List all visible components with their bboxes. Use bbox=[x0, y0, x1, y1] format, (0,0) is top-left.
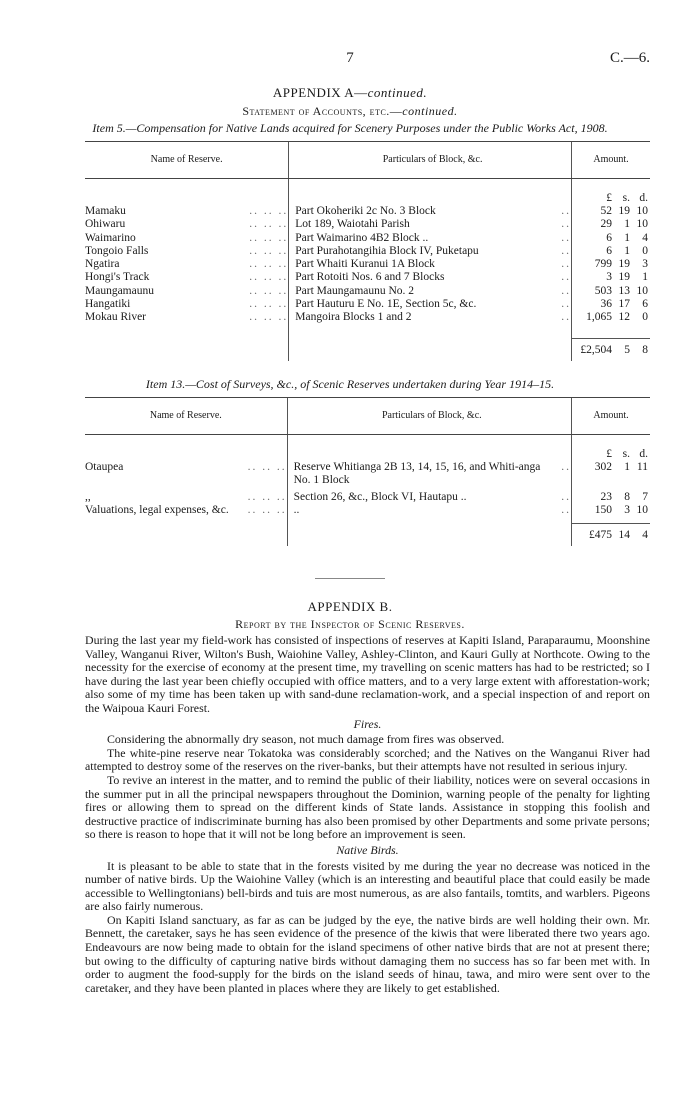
table-row bbox=[85, 232, 650, 245]
amount-shillings: 1 bbox=[624, 218, 630, 231]
particulars: Part Whaiti Kuranui 1A Block bbox=[295, 258, 435, 271]
amount-pounds: 150 bbox=[594, 504, 612, 517]
amount-shillings: 1 bbox=[624, 244, 630, 257]
reserve-name: Hongi's Track bbox=[85, 271, 150, 284]
leader-dots: .. bbox=[561, 205, 571, 217]
reserve-name: Tongoio Falls bbox=[85, 244, 149, 257]
reserve-name: Mamaku bbox=[85, 205, 126, 217]
leader-dots: .. .. .. bbox=[247, 504, 287, 517]
spacer bbox=[85, 524, 287, 546]
amount-pounds: 23 bbox=[600, 491, 612, 503]
amount bbox=[572, 192, 650, 205]
amount bbox=[572, 461, 650, 474]
document-reference: C.—6. bbox=[609, 50, 650, 66]
amount-cell bbox=[571, 258, 650, 271]
amount-shillings: 13 bbox=[618, 284, 630, 297]
item5-col-name: Name of Reserve. bbox=[85, 142, 289, 179]
particulars-line bbox=[295, 271, 571, 284]
reserve-name-line bbox=[85, 245, 288, 258]
amount-pence: 4 bbox=[642, 231, 648, 244]
reserve-name-cell bbox=[85, 245, 289, 258]
amount-pence: d. bbox=[639, 191, 648, 204]
reserve-name-line bbox=[85, 232, 288, 245]
amount bbox=[572, 205, 650, 218]
leader-dots: .. bbox=[561, 271, 571, 284]
leader-dots: .. .. .. bbox=[249, 284, 289, 297]
leader-dots: .. bbox=[561, 298, 571, 311]
amount-shillings: 19 bbox=[618, 205, 630, 217]
particulars-cell bbox=[289, 218, 572, 231]
particulars: Mangoira Blocks 1 and 2 bbox=[295, 311, 412, 324]
particulars-cell bbox=[289, 232, 572, 245]
amount-shillings: 12 bbox=[618, 311, 630, 324]
reserve-name-cell bbox=[85, 311, 289, 324]
item13-col-name: Name of Reserve. bbox=[85, 398, 287, 435]
amount-pence: 7 bbox=[642, 491, 648, 503]
amount-pounds: £ bbox=[606, 191, 612, 204]
leader-dots: .. bbox=[561, 491, 571, 503]
reserve-name-line bbox=[85, 298, 288, 311]
reserve-name-line bbox=[85, 491, 287, 504]
intro-paragraph: During the last year my field-work has consisted of inspections of reserves at Kapiti Island, Paraparaumu, Moonshine Valley, Wanganui River, Wilton's Bush, Waiohine Valley, Ashley-Clinton, and Kauri Gully at Northcote. Owing to the necessity for the exercise of economy at the present time, my travelling on scenic matters has had to be restricted; so I have during the last year been chiefly occupied with office matters, and to a very large extent with afforestation-work; also some of my time has been taken up with sand-dune reclamation-work, and a special inspection of and report on the Waipoua Kauri Forest. bbox=[85, 633, 650, 715]
reserve-name-cell bbox=[85, 461, 287, 491]
amount-cell bbox=[571, 524, 650, 546]
leader-dots: .. bbox=[561, 504, 571, 517]
particulars: Part Maungamaunu No. 2 bbox=[295, 284, 415, 297]
spacer bbox=[289, 325, 572, 339]
leader-dots: .. bbox=[561, 218, 571, 231]
appendix-a-title: APPENDIX A—continued. bbox=[272, 85, 428, 100]
table-row bbox=[85, 298, 650, 311]
amount-pounds: 799 bbox=[594, 258, 612, 271]
particulars-cell bbox=[289, 311, 572, 324]
amount-cell bbox=[571, 298, 650, 311]
amount-shillings: 19 bbox=[618, 258, 630, 271]
amount-cell bbox=[571, 461, 650, 491]
reserve-name-line bbox=[85, 504, 287, 517]
amount bbox=[572, 448, 650, 461]
amount-pence: 10 bbox=[636, 218, 648, 231]
amount-cell bbox=[571, 205, 650, 218]
amount-pounds: £475 bbox=[589, 529, 612, 542]
amount-pence: 10 bbox=[636, 504, 648, 517]
amount bbox=[572, 311, 650, 324]
leader-dots: .. bbox=[561, 284, 571, 297]
amount-pounds: 1,065 bbox=[586, 311, 612, 324]
amount-shillings: 19 bbox=[618, 271, 630, 284]
particulars-cell bbox=[287, 461, 571, 491]
birds-heading: Native Birds. bbox=[336, 842, 399, 857]
item5-col-amount: Amount. bbox=[571, 142, 650, 179]
particulars-line bbox=[295, 311, 571, 324]
reserve-name: Ohiwaru bbox=[85, 218, 126, 231]
amount-pence: 11 bbox=[636, 461, 648, 473]
amount-cell bbox=[571, 285, 650, 298]
amount-pounds: £2,504 bbox=[580, 344, 612, 357]
table-row bbox=[85, 285, 650, 298]
particulars-line bbox=[294, 504, 571, 517]
birds-paragraph: On Kapiti Island sanctuary, as far as can be judged by the eye, the native birds are well holding their own. Mr. Bennett, the caretaker, says he has seen evidence of the presence of the kiwis that were liberated there two years ago. Endeavours are now being made to obtain for the island specimens of other native birds that are not at present there; but owing to the difficulty of capturing native birds without damaging them no success has so far been met with. In order to augment the food-supply for the birds on the island seeds of hinau, tawa, and miro were sent over to the caretaker, and they have been planted in places where they are likely to get established. bbox=[85, 912, 650, 995]
item13-caption: Item 13.—Cost of Surveys, &c., of Scenic Reserves undertaken during Year 1914–15. bbox=[145, 377, 555, 391]
spacer bbox=[287, 435, 571, 462]
reserve-name-line bbox=[85, 205, 288, 218]
amount-shillings: 1 bbox=[624, 231, 630, 244]
reserve-name: Waimarino bbox=[85, 231, 136, 244]
leader-dots: .. .. .. bbox=[249, 271, 289, 284]
leader-dots: .. .. .. bbox=[249, 258, 289, 271]
reserve-name: Ngatira bbox=[85, 258, 120, 271]
section-divider bbox=[315, 578, 385, 579]
amount bbox=[572, 298, 650, 311]
particulars-line bbox=[294, 461, 571, 488]
item5-col-particulars: Particulars of Block, &c. bbox=[289, 142, 572, 179]
particulars-line bbox=[295, 245, 571, 258]
fires-paragraph: Considering the abnormally dry season, not much damage from fires was observed. bbox=[107, 732, 505, 747]
reserve-name-cell bbox=[85, 285, 289, 298]
total-row bbox=[85, 339, 650, 361]
amount-shillings: 1 bbox=[624, 461, 630, 473]
fires-paragraph: To revive an interest in the matter, and to remind the public of their liability, notices were on several occasions in the summer put in all the principal newspapers throughout the Dominion, warning people of the penalty for lighting fires or allowing them to spread on the different kinds of State lands. Assistance in stopping this foolish and destructive practice of indiscriminate burning has also been promised by other Departments and some private persons; so there is reason to hope that it will not be long before an improvement is seen. bbox=[85, 772, 650, 842]
particulars: Section 26, &c., Block VI, Hautapu .. bbox=[293, 491, 467, 503]
spacer bbox=[289, 179, 572, 206]
amount-pounds: 6 bbox=[606, 231, 612, 244]
amount-cell bbox=[571, 245, 650, 258]
leader-dots: .. .. .. bbox=[249, 231, 289, 244]
amount-pounds: 3 bbox=[606, 271, 612, 284]
leader-dots: .. bbox=[561, 231, 571, 244]
amount-pence: 6 bbox=[642, 298, 648, 311]
amount-shillings: 8 bbox=[624, 491, 630, 503]
spacer bbox=[85, 339, 289, 361]
table-row bbox=[85, 491, 650, 504]
amount-cell bbox=[571, 339, 650, 361]
amount-pence: 1 bbox=[642, 271, 648, 284]
particulars: Lot 189, Waiotahi Parish bbox=[295, 218, 410, 231]
particulars: Part Rotoiti Nos. 6 and 7 Blocks bbox=[295, 271, 445, 284]
table-row bbox=[85, 218, 650, 231]
amount-pounds: 503 bbox=[594, 284, 612, 297]
reserve-name-line bbox=[85, 218, 288, 231]
reserve-name-line bbox=[85, 311, 288, 324]
particulars-cell bbox=[289, 245, 572, 258]
amount-shillings: 5 bbox=[624, 344, 630, 357]
fires-heading: Fires. bbox=[353, 716, 382, 731]
reserve-name-cell bbox=[85, 218, 289, 231]
particulars-cell bbox=[289, 205, 572, 218]
item5-caption: Item 5.—Compensation for Native Lands acquired for Scenery Purposes under the Public Works Act, 1908. bbox=[92, 121, 608, 135]
reserve-name-cell bbox=[85, 504, 287, 517]
amount bbox=[572, 344, 650, 357]
amount-pence: 3 bbox=[642, 258, 648, 271]
amount-pence: 4 bbox=[642, 529, 648, 542]
amount-pence: 10 bbox=[636, 205, 648, 217]
table-row bbox=[85, 258, 650, 271]
appendix-b-subtitle: Report by the Inspector of Scenic Reserves. bbox=[235, 617, 465, 631]
amount-pence: 0 bbox=[642, 244, 648, 257]
unit-row bbox=[85, 435, 650, 462]
amount-cell bbox=[571, 491, 650, 504]
particulars: .. bbox=[293, 504, 300, 517]
particulars-line bbox=[295, 218, 571, 231]
page-number: 7 bbox=[346, 50, 354, 66]
particulars-line bbox=[295, 258, 571, 271]
amount-cell bbox=[571, 218, 650, 231]
total-row bbox=[85, 524, 650, 546]
spacer bbox=[289, 339, 572, 361]
amount bbox=[572, 232, 650, 245]
table-row bbox=[85, 205, 650, 218]
amount-pence: d. bbox=[639, 447, 648, 460]
amount-cell bbox=[571, 311, 650, 324]
spacer bbox=[287, 524, 571, 546]
particulars: Part Waimarino 4B2 Block .. bbox=[295, 231, 429, 244]
amount-cell bbox=[571, 435, 650, 462]
leader-dots: .. .. .. bbox=[247, 491, 287, 503]
amount bbox=[572, 258, 650, 271]
amount bbox=[572, 504, 650, 517]
particulars-line bbox=[294, 491, 571, 504]
reserve-name-cell bbox=[85, 271, 289, 284]
reserve-name: Otaupea bbox=[85, 461, 124, 473]
spacer bbox=[571, 325, 650, 339]
table-row bbox=[85, 271, 650, 284]
amount-pounds: 6 bbox=[606, 244, 612, 257]
appendix-b-title: APPENDIX B. bbox=[307, 599, 393, 614]
particulars-line bbox=[295, 285, 571, 298]
table-row bbox=[85, 504, 650, 517]
amount bbox=[572, 285, 650, 298]
amount-cell bbox=[571, 179, 650, 206]
birds-paragraph: It is pleasant to be able to state that in the forests visited by me during the year no decrease was noticed in the number of native birds. Up the Waiohine Valley (which is an interesting and beautiful place that could easily be made accessible to Wellingtonians) bell-birds and tuis are most numerous, as are also fantails, tomtits, and warblers. Pigeons are also fairly numerous. bbox=[85, 858, 650, 914]
amount-shillings: 17 bbox=[618, 298, 630, 311]
leader-dots: .. bbox=[561, 461, 571, 473]
particulars-cell bbox=[289, 285, 572, 298]
reserve-name-cell bbox=[85, 205, 289, 218]
table-row bbox=[85, 461, 650, 491]
amount bbox=[572, 491, 650, 504]
appendix-a-subtitle: Statement of Accounts, etc.—continued. bbox=[242, 104, 458, 118]
reserve-name: Valuations, legal expenses, &c. bbox=[85, 504, 229, 517]
leader-dots: .. .. .. bbox=[249, 311, 289, 324]
table-row bbox=[85, 245, 650, 258]
particulars: Part Okoheriki 2c No. 3 Block bbox=[295, 205, 436, 217]
reserve-name-line bbox=[85, 258, 288, 271]
item13-table bbox=[85, 397, 650, 546]
amount-pounds: 302 bbox=[594, 461, 612, 473]
leader-dots: .. .. .. bbox=[249, 205, 289, 217]
reserve-name-line bbox=[85, 271, 288, 284]
leader-dots: .. bbox=[561, 311, 571, 324]
amount bbox=[572, 245, 650, 258]
leader-dots: .. .. .. bbox=[249, 244, 289, 257]
amount-pounds: 36 bbox=[600, 298, 612, 311]
fires-paragraph: The white-pine reserve near Tokatoka was considerably scorched; and the Natives on the Wanganui River had attempted to destroy some of the reserves on the river-banks, but their attempts have not resulted in serious injury. bbox=[85, 745, 650, 774]
unit-row bbox=[85, 179, 650, 206]
amount-shillings: s. bbox=[622, 447, 630, 460]
leader-dots: .. bbox=[561, 244, 571, 257]
particulars-cell bbox=[289, 271, 572, 284]
reserve-name-cell bbox=[85, 232, 289, 245]
item13-col-amount: Amount. bbox=[571, 398, 650, 435]
amount-cell bbox=[571, 504, 650, 517]
amount-pence: 8 bbox=[642, 344, 648, 357]
particulars-line bbox=[295, 205, 571, 218]
appendix-b-body bbox=[85, 634, 650, 995]
reserve-name-line bbox=[85, 461, 287, 474]
table-row bbox=[85, 311, 650, 324]
reserve-name-line bbox=[85, 285, 288, 298]
amount-pounds: 52 bbox=[600, 205, 612, 217]
particulars-line bbox=[295, 232, 571, 245]
leader-dots: .. .. .. bbox=[247, 461, 287, 473]
amount-cell bbox=[571, 271, 650, 284]
leader-dots: .. .. .. bbox=[249, 298, 289, 311]
reserve-name: Mokau River bbox=[85, 311, 147, 324]
amount-shillings: 3 bbox=[624, 504, 630, 517]
amount bbox=[572, 529, 650, 542]
particulars-cell bbox=[287, 504, 571, 517]
amount-shillings: 14 bbox=[618, 529, 630, 542]
amount-shillings: s. bbox=[622, 191, 630, 204]
spacer bbox=[85, 435, 287, 462]
amount-pounds: 29 bbox=[600, 218, 612, 231]
amount-cell bbox=[571, 232, 650, 245]
reserve-name: ,, bbox=[85, 491, 91, 503]
particulars-cell bbox=[289, 258, 572, 271]
amount bbox=[572, 271, 650, 284]
item13-col-particulars: Particulars of Block, &c. bbox=[287, 398, 571, 435]
amount-pence: 0 bbox=[642, 311, 648, 324]
reserve-name-cell bbox=[85, 298, 289, 311]
amount-pence: 10 bbox=[636, 284, 648, 297]
reserve-name-cell bbox=[85, 491, 287, 504]
spacer-row bbox=[85, 325, 650, 339]
amount bbox=[572, 218, 650, 231]
particulars: Part Purahotangihia Block IV, Puketapu bbox=[295, 244, 479, 257]
leader-dots: .. bbox=[561, 258, 571, 271]
particulars: Reserve Whitianga 2B 13, 14, 15, 16, and Whiti-anga No. 1 Block bbox=[293, 461, 541, 487]
spacer bbox=[85, 325, 289, 339]
particulars: Part Hauturu E No. 1E, Section 5c, &c. bbox=[295, 298, 477, 311]
reserve-name-cell bbox=[85, 258, 289, 271]
particulars-cell bbox=[287, 491, 571, 504]
particulars-cell bbox=[289, 298, 572, 311]
reserve-name: Maungamaunu bbox=[85, 284, 154, 297]
amount-pounds: £ bbox=[606, 447, 612, 460]
item5-table bbox=[85, 141, 650, 361]
spacer bbox=[85, 179, 289, 206]
particulars-line bbox=[295, 298, 571, 311]
leader-dots: .. .. .. bbox=[249, 218, 289, 231]
reserve-name: Hangatiki bbox=[85, 298, 131, 311]
